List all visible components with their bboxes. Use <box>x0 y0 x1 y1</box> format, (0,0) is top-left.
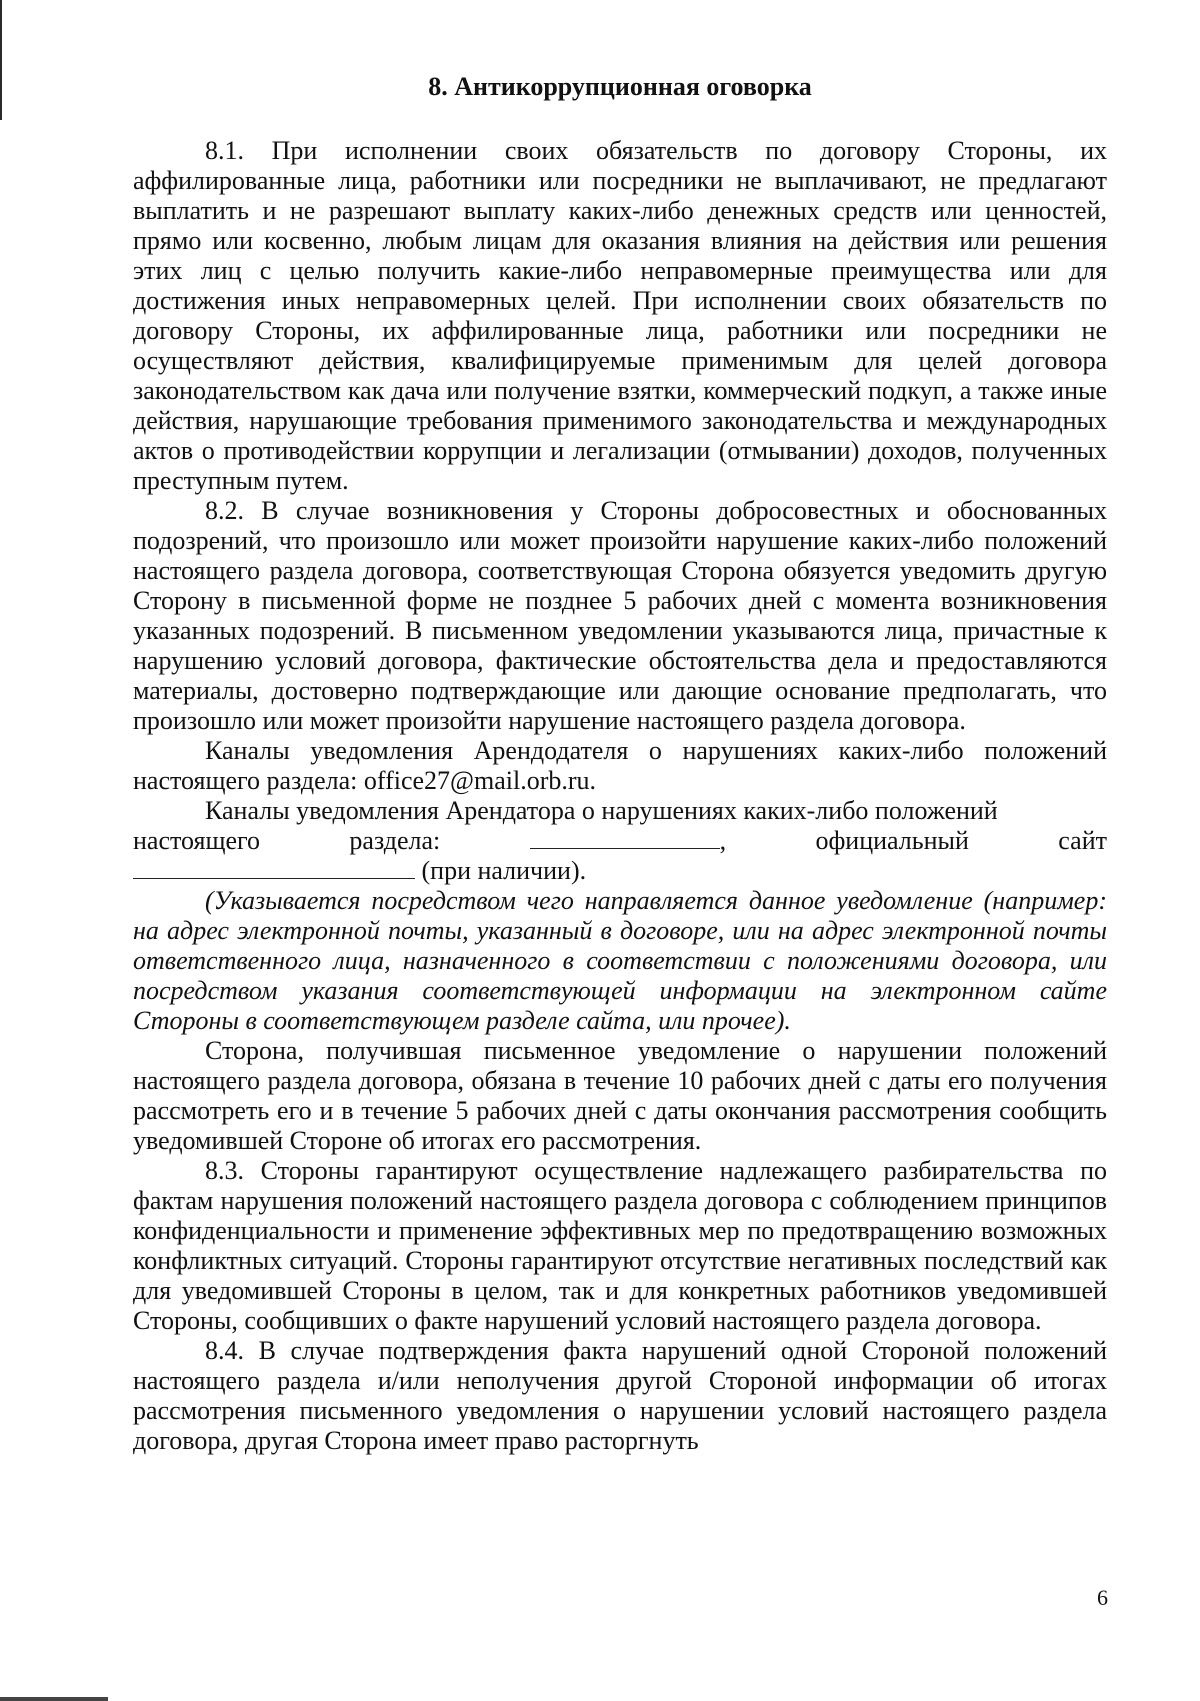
paragraph-italic-note: (Указывается посредством чего направляется данное уведомление (например: на адрес электронной почты, указанный в договоре, или на адрес электронной почты ответственного лица, назначенного в соответствии с положениями договора, или посредством указания соответствующей информации на электронном сайте Стороны в соответствующем разделе сайта, или прочее). <box>133 886 1107 1035</box>
tenant-word-2: раздела: <box>349 826 441 855</box>
page-number: 6 <box>1097 1585 1108 1610</box>
tenant-comma: , <box>719 826 727 855</box>
paragraph-8-4: 8.4. В случае подтверждения факта нарушений одной Стороной положений настоящего раздела и/или неполучения другой Стороной информации об итогах рассмотрения письменного уведомления о нарушении условий настоящего раздела договора, другая Сторона имеет право расторгнуть <box>133 1336 1107 1455</box>
document-body <box>133 72 1107 1456</box>
blank-line-short <box>530 826 720 849</box>
scan-left-edge <box>0 0 2 120</box>
tenant-channels-line <box>133 826 1107 856</box>
paragraph-8-1: 8.1. При исполнении своих обязательств по договору Стороны, их аффилированные лица, работники или посредники не выплачивают, не предлагают выплатить и не разрешают выплату каких-либо денежных средств или ценностей, прямо или косвенно, любым лицам для оказания влияния на действия или решения этих лиц с целью получить какие-либо неправомерные преимущества или для достижения иных неправомерных целей. При исполнении своих обязательств по договору Стороны, их аффилированные лица, работники или посредники не осуществляют действия, квалифицируемые применимым для целей договора законодательством как дача или получение взятки, коммерческий подкуп, а также иные действия, нарушающие требования применимого законодательства и международных актов о противодействии коррупции и легализации (отмывании) доходов, полученных преступным путем. <box>133 136 1107 495</box>
tenant-word-1: настоящего <box>133 826 261 855</box>
section-heading: 8. Антикоррупционная оговорка <box>428 72 812 101</box>
tenant-word-4: сайт <box>1058 826 1107 855</box>
paragraph-tenant-channels: Каналы уведомления Арендатора о нарушениях каких-либо положений <box>205 796 998 825</box>
paragraph-receiving-party: Сторона, получившая письменное уведомление о нарушении положений настоящего раздела договора, обязана в течение 10 рабочих дней с даты его получения рассмотреть его и в течение 5 рабочих дней с даты окончания рассмотрения сообщить уведомившей Стороне об итогах его рассмотрения. <box>133 1036 1107 1155</box>
scan-bottom-edge <box>0 1697 108 1701</box>
paragraph-8-3: 8.3. Стороны гарантируют осуществление надлежащего разбирательства по фактам нарушения положений настоящего раздела договора с соблюдением принципов конфиденциальности и применение эффективных мер по предотвращению возможных конфликтных ситуаций. Стороны гарантируют отсутствие негативных последствий как для уведомившей Стороны в целом, так и для конкретных работников уведомившей Стороны, сообщивших о факте нарушений условий настоящего раздела договора. <box>133 1156 1107 1335</box>
tenant-word-3: официальный <box>815 826 969 855</box>
paragraph-8-2: 8.2. В случае возникновения у Стороны добросовестных и обоснованных подозрений, что произошло или может произойти нарушение каких-либо положений настоящего раздела договора, соответствующая Сторона обязуется уведомить другую Сторону в письменной форме не позднее 5 рабочих дней с момента возникновения указанных подозрений. В письменном уведомлении указываются лица, причастные к нарушению условий договора, фактические обстоятельства дела и предоставляются материалы, достоверно подтверждающие или дающие основание предполагать, что произошло или может произойти нарушение настоящего раздела договора. <box>133 496 1107 735</box>
tenant-tail: (при наличии). <box>415 856 587 885</box>
paragraph-landlord-channels: Каналы уведомления Арендодателя о нарушениях каких-либо положений настоящего раздела: office27@mail.orb.ru. <box>133 736 1107 795</box>
blank-line-long <box>133 856 415 879</box>
tenant-blank-field <box>530 826 727 856</box>
tenant-site-line <box>133 856 1107 886</box>
